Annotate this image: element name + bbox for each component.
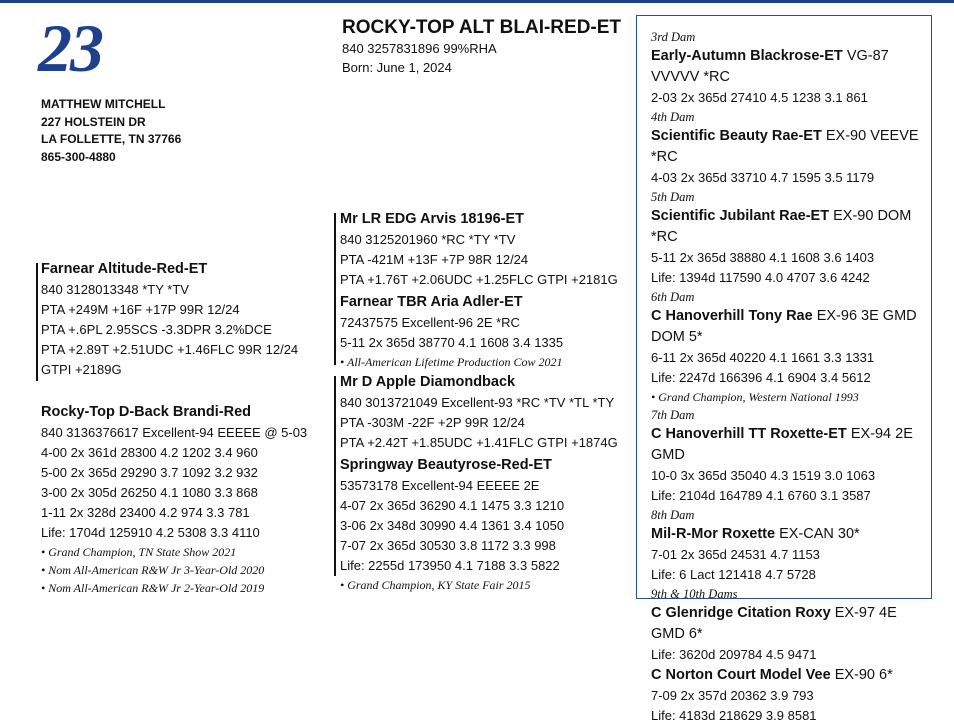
ancestor-classification: EX-90 VEEVE *RC: [651, 128, 919, 165]
consignor-phone: 865-300-4880: [41, 149, 116, 164]
ancestor-name: C Glenridge Citation Roxy: [651, 605, 831, 621]
sire-line: 840 3128013348 *TY *TV: [41, 282, 189, 297]
dam-sire-name: Mr D Apple Diamondback: [340, 374, 516, 390]
ancestor-record: Life: 1394d 117590 4.0 4707 3.6 4242: [651, 270, 870, 285]
ancestor-record: 7-01 2x 365d 24531 4.7 1153: [651, 547, 820, 562]
sire-sire-name: Mr LR EDG Arvis 18196-ET: [340, 211, 524, 227]
ancestor-record: 4-03 2x 365d 33710 4.7 1595 3.5 1179: [651, 170, 875, 185]
ancestor-record: 7-09 2x 357d 20362 3.9 793: [651, 688, 814, 703]
ancestor-note: • Grand Champion, Western National 1993: [651, 390, 859, 404]
dam-sire-line: 840 3013721049 Excellent-93 *RC *TV *TL *TY: [340, 395, 615, 410]
consignor-address: 227 HOLSTEIN DR: [41, 114, 146, 129]
dam-dam-note: • Grand Champion, KY State Fair 2015: [340, 578, 531, 592]
consignor-block: [41, 96, 181, 166]
top-accent-bar: [0, 0, 954, 3]
ancestor-name: Scientific Jubilant Rae-ET: [651, 208, 830, 224]
animal-name: ROCKY-TOP ALT BLAI-RED-ET: [342, 17, 622, 38]
sire-bracket: [36, 263, 38, 381]
ancestor-classification: EX-96 3E GMD DOM 5*: [651, 308, 917, 345]
lot-number: 23: [38, 10, 102, 86]
ancestor-record: 5-11 2x 365d 38880 4.1 1608 3.6 1403: [651, 250, 875, 265]
ancestor-classification: EX-90 DOM *RC: [651, 208, 912, 245]
dam-sire-line: PTA -303M -22F +2P 99R 12/24: [340, 415, 525, 430]
maternal-line-list: [651, 28, 931, 726]
sire-dam-line: 72437575 Excellent-96 2E *RC: [340, 315, 520, 330]
sire-line: GTPI +2189G: [41, 362, 122, 377]
dam-dam-name: Springway Beautyrose-Red-ET: [340, 457, 552, 473]
ancestor-name: C Norton Court Model Vee: [651, 667, 831, 683]
dam-line: 5-00 2x 365d 29290 3.7 1092 3.2 932: [41, 465, 258, 480]
sire-name: Farnear Altitude-Red-ET: [41, 261, 208, 277]
sire-sire-block: [340, 209, 618, 290]
dam-dam-line: 3-06 2x 348d 30990 4.4 1361 3.4 1050: [340, 518, 565, 533]
sire-sire-line: 840 3125201960 *RC *TY *TV: [340, 232, 516, 247]
dam-line: 3-00 2x 305d 26250 4.1 1080 3.3 868: [41, 485, 258, 500]
animal-born: Born: June 1, 2024: [342, 60, 452, 75]
consignor-city: LA FOLLETTE, TN 37766: [41, 132, 182, 146]
dam-dam-line: 53573178 Excellent-94 EEEEE 2E: [340, 478, 540, 493]
dam-sire-block: [340, 372, 618, 453]
sire-dam-name: Farnear TBR Aria Adler-ET: [340, 294, 523, 310]
ancestor-classification: EX-90 6*: [834, 667, 893, 683]
dam-line: 4-00 2x 361d 28300 4.2 1202 3.4 960: [41, 445, 258, 460]
animal-header: [342, 16, 621, 78]
dam-generation-label: 3rd Dam: [651, 30, 696, 44]
ancestor-name: Mil-R-Mor Roxette: [651, 526, 776, 542]
ancestor-classification: EX-CAN 30*: [779, 526, 860, 542]
dam-generation-label: 8th Dam: [651, 508, 695, 522]
dam-generation-label: 4th Dam: [651, 110, 695, 124]
ancestor-record: Life: 2104d 164789 4.1 6760 3.1 3587: [651, 488, 871, 503]
ancestor-name: C Hanoverhill TT Roxette-ET: [651, 426, 847, 442]
sire-line: PTA +2.89T +2.51UDC +1.46FLC 99R 12/24: [41, 342, 299, 357]
sire-block: [41, 259, 298, 380]
ancestor-record: Life: 6 Lact 121418 4.7 5728: [651, 567, 816, 582]
dam-generation-label: 9th & 10th Dams: [651, 587, 738, 601]
dam-side-bracket: [334, 376, 336, 576]
dam-dam-line: Life: 2255d 173950 4.1 7188 3.3 5822: [340, 558, 560, 573]
ancestor-classification: VG-87 VVVVV *RC: [651, 48, 889, 85]
dam-line: Life: 1704d 125910 4.2 5308 3.3 4110: [41, 525, 260, 540]
ancestor-record: Life: 4183d 218629 3.9 8581: [651, 708, 817, 723]
ancestor-record: Life: 2247d 166396 4.1 6904 3.4 5612: [651, 370, 871, 385]
dam-generation-label: 7th Dam: [651, 408, 695, 422]
dam-generation-label: 5th Dam: [651, 190, 695, 204]
dam-name: Rocky-Top D-Back Brandi-Red: [41, 404, 252, 420]
dam-line: 840 3136376617 Excellent-94 EEEEE @ 5-03: [41, 425, 308, 440]
dam-note: • Nom All-American R&W Jr 2-Year-Old 2019: [41, 581, 265, 595]
ancestor-classification: EX-94 2E GMD: [651, 426, 913, 463]
sire-dam-note: • All-American Lifetime Production Cow 2021: [340, 355, 563, 369]
sire-side-bracket: [334, 213, 336, 365]
ancestor-record: 10-0 3x 365d 35040 4.3 1519 3.0 1063: [651, 468, 876, 483]
ancestor-name: Early-Autumn Blackrose-ET: [651, 48, 843, 64]
dam-dam-block: [340, 455, 564, 594]
dam-note: • Nom All-American R&W Jr 3-Year-Old 2020: [41, 563, 265, 577]
sire-sire-line: PTA +1.76T +2.06UDC +1.25FLC GTPI +2181G: [340, 272, 618, 287]
ancestor-record: Life: 3620d 209784 4.5 9471: [651, 647, 817, 662]
maternal-line-box: [636, 15, 932, 723]
ancestor-classification: EX-97 4E GMD 6*: [651, 605, 897, 642]
sire-dam-line: 5-11 2x 365d 38770 4.1 1608 3.4 1335: [340, 335, 564, 350]
dam-sire-line: PTA +2.42T +1.85UDC +1.41FLC GTPI +1874G: [340, 435, 618, 450]
ancestor-name: Scientific Beauty Rae-ET: [651, 128, 822, 144]
dam-dam-line: 4-07 2x 365d 36290 4.1 1475 3.3 1210: [340, 498, 565, 513]
sire-dam-block: [340, 292, 563, 371]
ancestor-record: 2-03 2x 365d 27410 4.5 1238 3.1 861: [651, 90, 868, 105]
dam-block: [41, 402, 307, 597]
dam-generation-label: 6th Dam: [651, 290, 695, 304]
sire-line: PTA +249M +16F +17P 99R 12/24: [41, 302, 240, 317]
sire-line: PTA +.6PL 2.95SCS -3.3DPR 3.2%DCE: [41, 322, 272, 337]
consignor-name: MATTHEW MITCHELL: [41, 97, 166, 111]
dam-dam-line: 7-07 2x 365d 30530 3.8 1172 3.3 998: [340, 538, 556, 553]
ancestor-name: C Hanoverhill Tony Rae: [651, 308, 813, 324]
animal-id: 840 3257831896 99%RHA: [342, 41, 497, 56]
ancestor-record: 6-11 2x 365d 40220 4.1 1661 3.3 1331: [651, 350, 875, 365]
dam-note: • Grand Champion, TN State Show 2021: [41, 545, 237, 559]
sire-sire-line: PTA -421M +13F +7P 98R 12/24: [340, 252, 529, 267]
dam-line: 1-11 2x 328d 23400 4.2 974 3.3 781: [41, 505, 250, 520]
